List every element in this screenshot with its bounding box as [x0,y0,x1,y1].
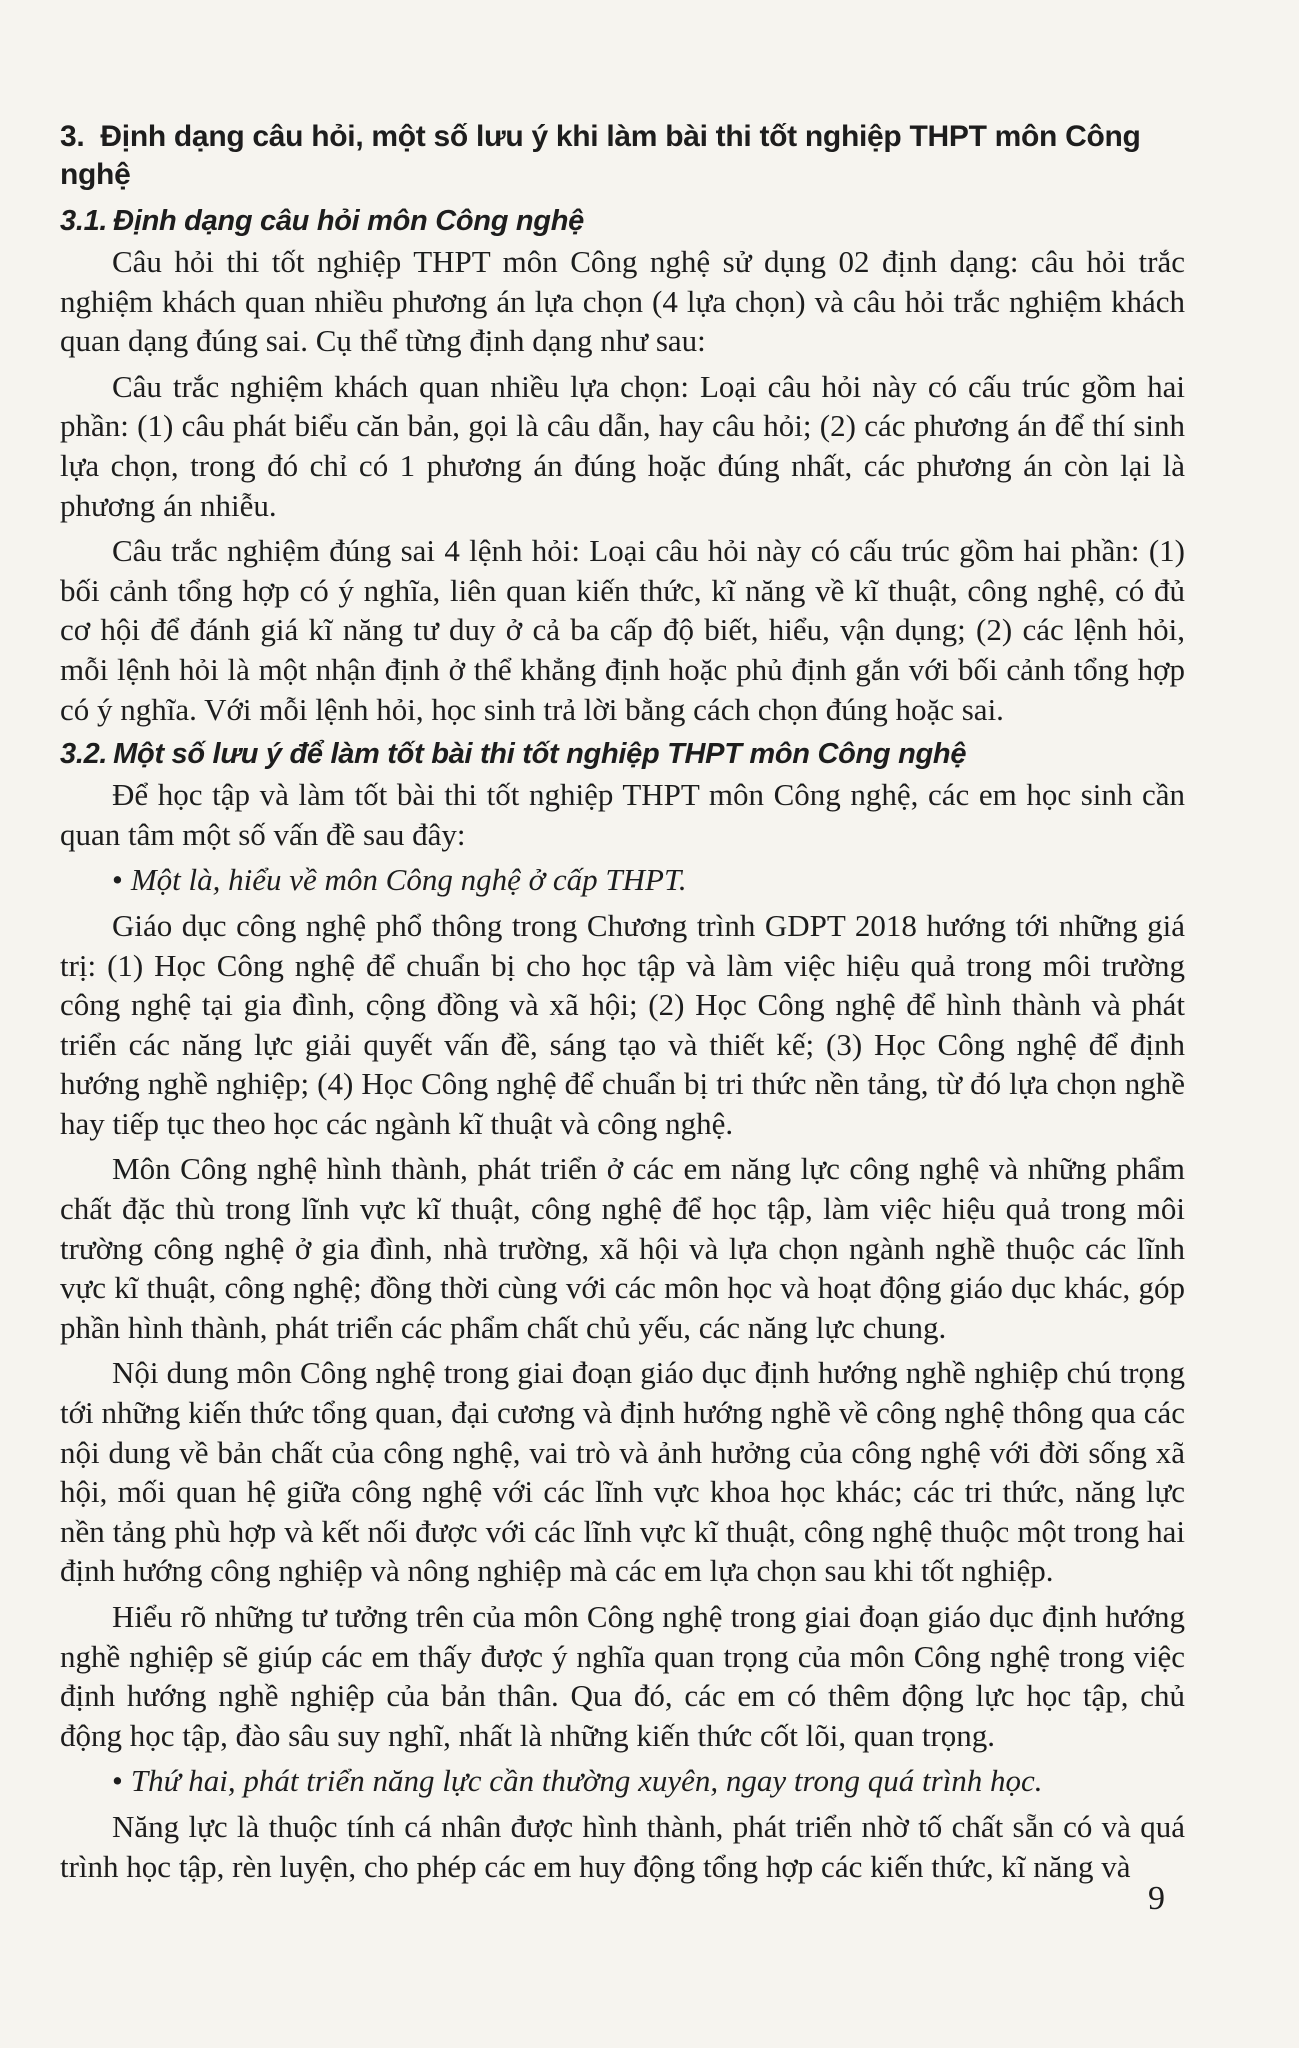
subsection-heading-3-2 [60,735,1185,773]
subsection-title: Định dạng câu hỏi môn Công nghệ [113,205,584,237]
page-content [60,118,1185,1892]
paragraph: Để học tập và làm tốt bài thi tốt nghiệp THPT môn Công nghệ, các em học sinh cần quan tâm một số vấn đề sau đây: [60,777,1185,852]
section-heading-3 [60,118,1185,194]
paragraph: Nội dung môn Công nghệ trong giai đoạn giáo dục định hướng nghề nghiệp chú trọng tới những kiến thức tổng quan, đại cương và định hướng nghề về công nghệ thông qua các nội dung về bản chất của công nghệ, vai trò và ảnh hưởng của công nghệ với đời sống xã hội, mối quan hệ giữa công nghệ với các lĩnh vực khoa học khác; các tri thức, năng lực nền tảng phù hợp và kết nối được với các lĩnh vực kĩ thuật, công nghệ thuộc một trong hai định hướng công nghiệp và nông nghiệp mà các em lựa chọn sau khi tốt nghiệp. [60,1355,1185,1589]
bullet-text: Một là, hiểu về môn Công nghệ ở cấp THPT. [130,862,687,898]
subsection-number: 3.1. [60,205,108,237]
bullet-text: Thứ hai, phát triển năng lực cần thường xuyên, ngay trong quá trình học. [130,1763,1043,1799]
paragraph: Câu trắc nghiệm khách quan nhiều lựa chọn: Loại câu hỏi này có cấu trúc gồm hai phần: (1) câu phát biểu căn bản, gọi là câu dẫn, hay câu hỏi; (2) các phương án để thí sinh lựa chọn, trong đó chỉ có 1 phương án đúng hoặc đúng nhất, các phương án còn lại là phương án nhiễu. [60,368,1185,523]
paragraph: Năng lực là thuộc tính cá nhân được hình thành, phát triển nhờ tố chất sẵn có và quá trình học tập, rèn luyện, cho phép các em huy động tổng hợp các kiến thức, kĩ năng và [60,1808,1185,1884]
paragraph: Môn Công nghệ hình thành, phát triển ở các em năng lực công nghệ và những phẩm chất đặc thù trong lĩnh vực kĩ thuật, công nghệ để học tập, làm việc hiệu quả trong môi trường công nghệ ở gia đình, nhà trường, xã hội và lựa chọn ngành nghề thuộc các lĩnh vực kĩ thuật, công nghệ; đồng thời cùng với các môn học và hoạt động giáo dục khác, góp phần hình thành, phát triển các phẩm chất chủ yếu, các năng lực chung. [60,1151,1185,1345]
bullet-dot: • [112,1763,123,1799]
subsection-number: 3.2. [60,738,108,771]
subsection-title: Một số lưu ý để làm tốt bài thi tốt nghiệp THPT môn Công nghệ [113,738,967,771]
paragraph: Giáo dục công nghệ phổ thông trong Chương trình GDPT 2018 hướng tới những giá trị: (1) Học Công nghệ để chuẩn bị cho học tập và làm việc hiệu quả trong môi trường công nghệ tại gia đình, cộng đồng và xã hội; (2) Học Công nghệ để hình thành và phát triển các năng lực giải quyết vấn đề, sáng tạo và thiết kế; (3) Học Công nghệ để định hướng nghề nghiệp; (4) Học Công nghệ để chuẩn bị tri thức nền tảng, từ đó lựa chọn nghề hay tiếp tục theo học các ngành kĩ thuật và công nghệ. [60,907,1185,1141]
bullet-item [60,1761,1185,1801]
page-number: 9 [1148,1880,1165,1917]
paragraph: Hiểu rõ những tư tưởng trên của môn Công nghệ trong giai đoạn giáo dục định hướng nghề nghiệp sẽ giúp các em thấy được ý nghĩa quan trọng của môn Công nghệ trong việc định hướng nghề nghiệp của bản thân. Qua đó, các em có thêm động lực học tập, chủ động học tập, đào sâu suy nghĩ, nhất là những kiến thức cốt lõi, quan trọng. [60,1599,1185,1753]
subsection-heading-3-1 [60,202,1185,240]
section-number: 3. [60,120,85,153]
paragraph: Câu trắc nghiệm đúng sai 4 lệnh hỏi: Loại câu hỏi này có cấu trúc gồm hai phần: (1) bối cảnh tổng hợp có ý nghĩa, liên quan kiến thức, kĩ năng về kĩ thuật, công nghệ, có đủ cơ hội để đánh giá kĩ năng tư duy ở cả ba cấp độ biết, hiểu, vận dụng; (2) các lệnh hỏi, mỗi lệnh hỏi là một nhận định ở thể khẳng định hoặc phủ định gắn với bối cảnh tổng hợp có ý nghĩa. Với mỗi lệnh hỏi, học sinh trả lời bằng cách chọn đúng hoặc sai. [60,533,1185,727]
bullet-dot: • [112,862,123,898]
paragraph: Câu hỏi thi tốt nghiệp THPT môn Công nghệ sử dụng 02 định dạng: câu hỏi trắc nghiệm khách quan nhiều phương án lựa chọn (4 lựa chọn) và câu hỏi trắc nghiệm khách quan dạng đúng sai. Cụ thể từng định dạng như sau: [60,244,1185,359]
section-title: Định dạng câu hỏi, một số lưu ý khi làm bài thi tốt nghiệp THPT môn Công nghệ [60,120,1141,191]
bullet-item [60,860,1185,900]
